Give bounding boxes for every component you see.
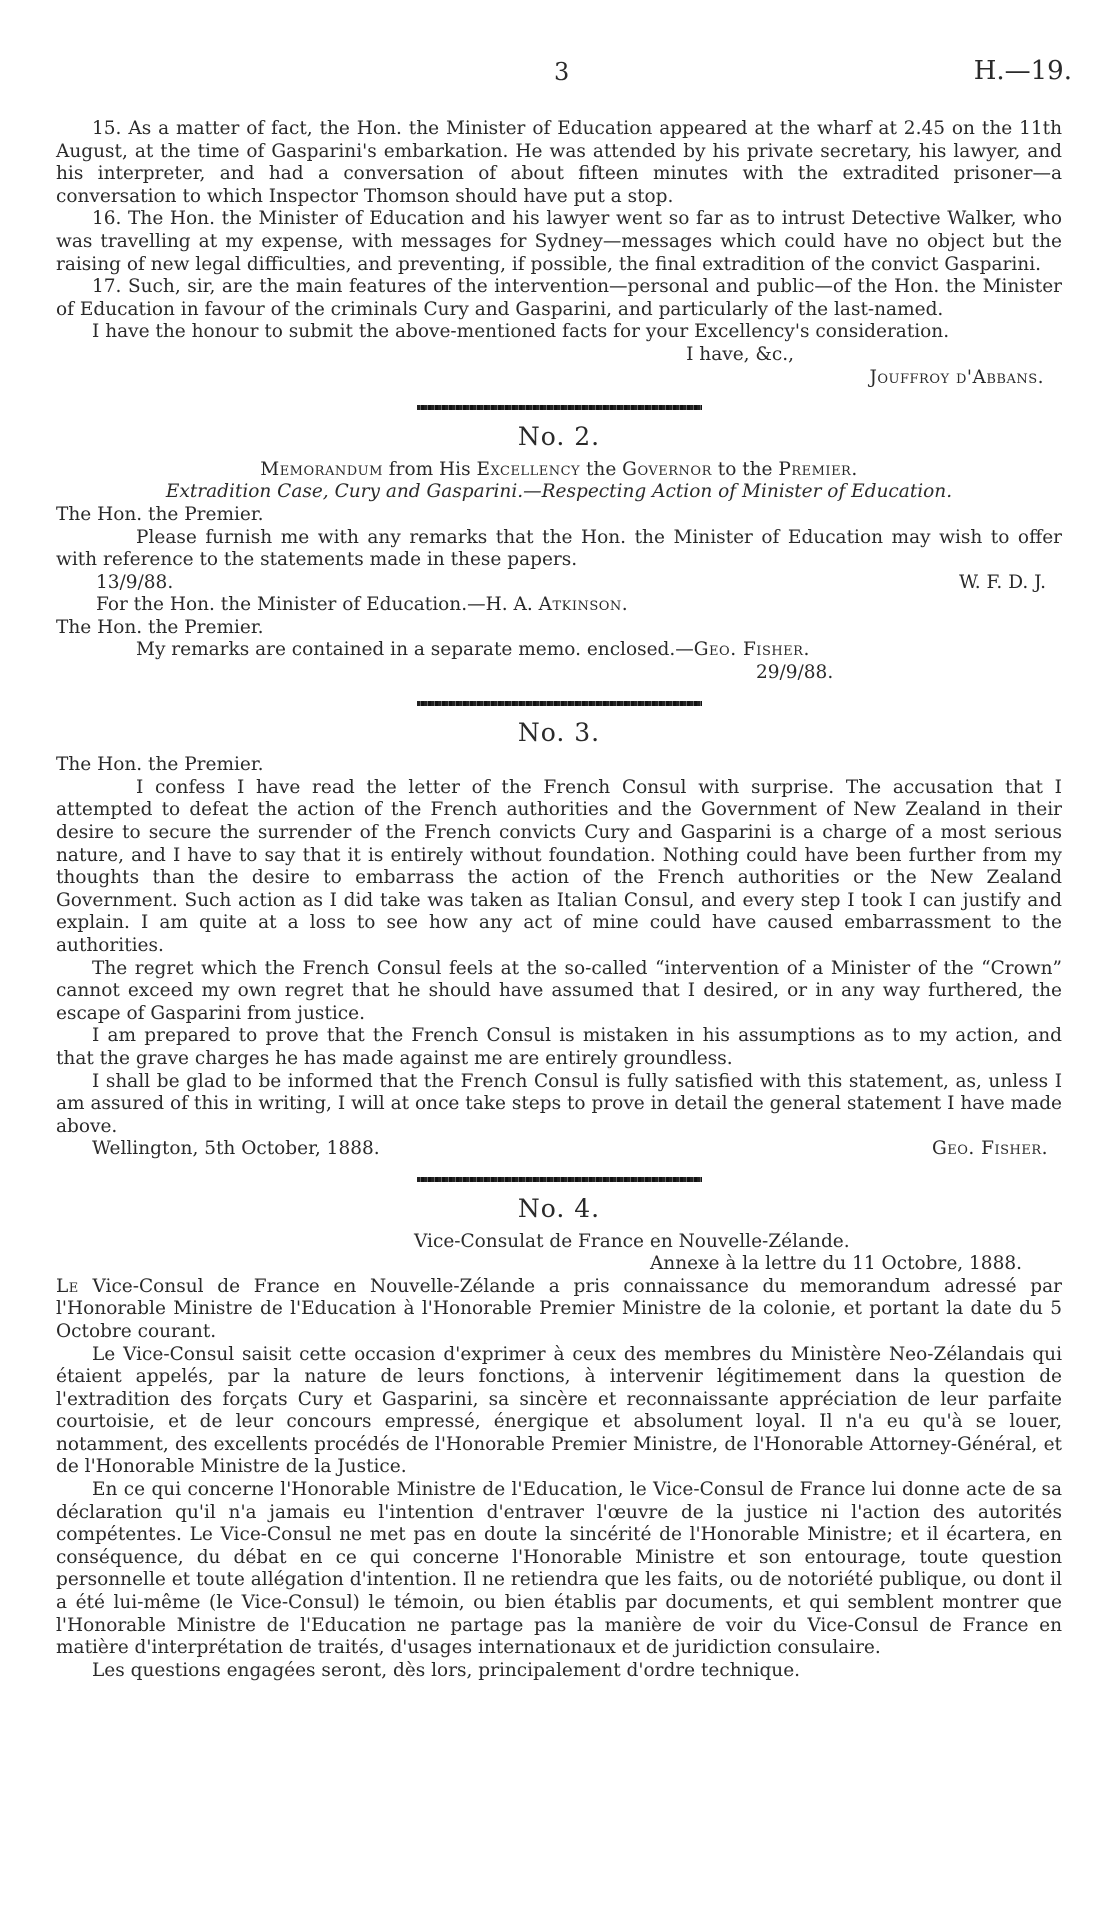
no3-paragraph-3: I am prepared to prove that the French Consul is mistaken in his assumptions as to my action, and that the grave charges he has made against me are entirely groundless. [56,1025,1062,1069]
annex-line: Annexe à la lettre du 11 Octobre, 1888. [649,1253,1022,1275]
document-code: H.—19. [973,56,1072,86]
signature-fisher: Geo. Fisher. [931,1138,1048,1160]
place-signature-row [56,1138,1062,1161]
place-date: Wellington, 5th October, 1888. [92,1138,380,1160]
memo-title-e: Governor [622,458,712,480]
document-body [56,118,1062,1682]
paragraph-15: 15. As a matter of fact, the Hon. the Minister of Education appeared at the wharf at 2.45 on the 11th August, at the time of Gasparini's embarkation. He was attended by his private secretary, his lawyer, and his interpreter, and had a conversation of about fifteen minutes with the extradited prisoner—a conversation to which Inspector Thomson should have put a stop. [56,118,1062,207]
date-initials-row [56,572,1062,595]
memo-subtitle: Extradition Case, Cury and Gasparini.—Respecting Action of Minister of Education. [165,481,953,503]
forwarding-note [56,594,1062,617]
addressee-2: The Hon. the Premier. [56,616,264,638]
forwarding-text: For the Hon. the Minister of Education.—H. A. [96,594,539,616]
heading-no-4: No. 4. [517,1193,601,1223]
memo-title-a: Memorandum [260,458,383,480]
memo-body: Please furnish me with any remarks that the Hon. the Minister of Education may wish to offer with reference to the statements made in these papers. [56,526,1062,571]
addressee: The Hon. the Premier. [56,503,264,525]
reply-text: My remarks are contained in a separate memo. enclosed.— [136,639,694,661]
memo-title-c: Excellency [476,458,581,480]
initials: W. F. D. J. [958,571,1046,593]
no4-paragraph-1 [56,1276,1062,1344]
addressee-3: The Hon. the Premier. [56,754,264,776]
section-divider [417,1177,702,1182]
no3-paragraph-4: I shall be glad to be informed that the French Consul is fully satisfied with this statement, as, unless I am assured of this in writing, I will at once take steps to prove in detail the general statement I have made above. [56,1070,1062,1137]
memo-title [56,459,1062,482]
no4-paragraph-3: En ce qui concerne l'Honorable Ministre de l'Education, le Vice-Consul de France lui donne acte de sa déclaration qu'il n'a jamais eu l'intention d'entraver l'œuvre de la justice ni l'action des autorités compétentes. Le Vice-Consul ne met pas en doute la sincérité de l'Honorable Ministre; et il écartera, en conséquence, du débat en ce qui concerne l'Honorable Ministre et son entourage, toute question personnelle et toute allégation d'intention. Il ne retiendra que les faits, ou de notoriété publique, ou dont il a été lui-même (le Vice-Consul) le témoin, ou bien établis par documents, et qui semblent montrer que l'Honorable Ministre de l'Education ne partage pas la manière de voir du Vice-Consul de France en matière d'interprétation de traités, d'usages internationaux et de juridiction consulaire. [56,1479,1062,1659]
reply-name: Geo. Fisher. [693,639,810,661]
no3-paragraph-2: The regret which the French Consul feels at the so-called “intervention of a Minister of the “Crown” cannot exceed my own regret that he should have assumed that I desired, or in any way furthered, the escape of Gasparini from justice. [56,957,1062,1024]
section-divider [417,701,702,706]
no4-paragraph-1-text: Vice-Consul de France en Nouvelle-Zélande a pris connaissance du memorandum adressé par l'Honorable Ministre de l'Education à l'Honorable Premier Ministre de la colonie, et portant la date du 5 Octobre courant. [56,1275,1062,1342]
paragraph-16: 16. The Hon. the Minister of Education and his lawyer went so far as to intrust Detective Walker, who was travelling at my expense, with messages for Sydney—messages which could have no object but the raising of new legal difficulties, and preventing, if possible, the final extradition of the convict Gasparini. [56,208,1062,275]
no4-paragraph-4: Les questions engagées seront, dès lors, principalement d'ordre technique. [92,1659,801,1681]
consulate-office: Vice-Consulat de France en Nouvelle-Zélande. [414,1230,850,1252]
memo-title-d: the [580,458,623,480]
memo-date: 13/9/88. [96,571,174,593]
memo-title-f: to the [711,458,779,480]
reply-note [56,639,1062,662]
page-number: 3 [554,58,570,86]
forwarding-name: Atkinson. [538,594,629,616]
paragraph-17: 17. Such, sir, are the main features of the intervention—personal and public—of the Hon. the Minister of Education in favour of the criminals Cury and Gasparini, and particularly of the last-named. [56,276,1062,320]
heading-no-3: No. 3. [517,717,601,747]
no3-paragraph-1: I confess I have read the letter of the French Consul with surprise. The accusation that I attempted to defeat the action of the French authorities and the Government of New Zealand in their desire to secure the surrender of the French convicts Cury and Gasparini is a charge of a most serious nature, and I have to say that it is entirely without foundation. Nothing could have been further from my thoughts than the desire to embarrass the action of the French authorities or the New Zealand Government. Such action as I did take was taken as Italian Consul, and every step I took I can justify and explain. I am quite at a loss to see how any act of mine could have caused embarrassment to the authorities. [56,776,1062,956]
heading-no-2: No. 2. [517,422,601,452]
reply-date: 29/9/88. [756,662,834,684]
memo-title-b: from His [382,458,477,480]
no4-paragraph-2: Le Vice-Consul saisit cette occasion d'exprimer à ceux des membres du Ministère Neo-Zélandais qui étaient appelés, par la nature de leurs fonctions, à intervenir légitimement dans la question de l'extradition des forçats Cury et Gasparini, sa sincère et reconnaissante appréciation de leur parfaite courtoisie, et de leur concours empressé, énergique et absolument loyal. Il n'a eu qu'à se louer, notamment, des excellents procédés de l'Honorable Premier Ministre, de l'Honorable Attorney-Général, et de l'Honorable Ministre de la Justice. [56,1343,1062,1478]
no4-lead-word: Le [56,1275,79,1297]
signature-jouffroy: Jouffroy d'Abbans. [869,366,1044,388]
closing-sentence: I have the honour to submit the above-mentioned facts for your Excellency's consideration. [92,321,950,343]
memo-title-g: Premier. [778,458,858,480]
section-divider [417,405,702,410]
salutation: I have, &c., [686,343,794,365]
